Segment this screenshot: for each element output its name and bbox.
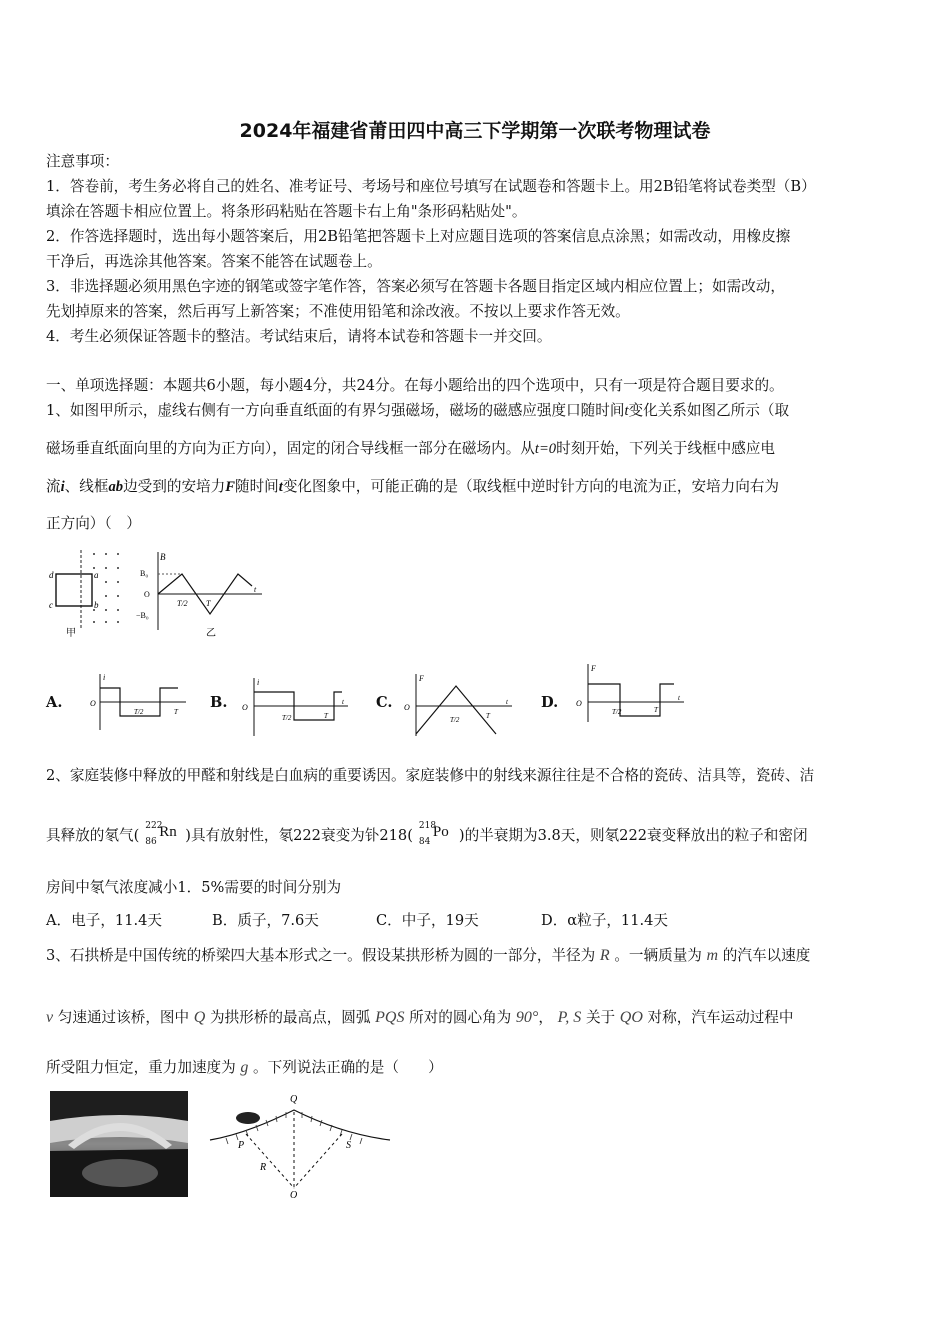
svg-text:t: t	[678, 694, 680, 702]
notice-line: 4．考生必须保证答题卡的整洁。考试结束后，请将本试卷和答题卡一并交回。	[46, 328, 552, 345]
q2-option-b[interactable]: B．质子，7.6天	[212, 912, 319, 929]
svg-text:T: T	[486, 712, 490, 720]
q1-option-b-graph	[240, 676, 350, 738]
label-t: t	[254, 585, 257, 594]
label-O: O	[144, 590, 150, 599]
label-d: d	[49, 570, 54, 580]
notice-line: 干净后，再选涂其他答案。答案不能答在试题卷上。	[46, 253, 382, 270]
svg-text:t: t	[342, 698, 344, 706]
svg-text:O: O	[242, 703, 248, 712]
svg-text:T: T	[174, 708, 178, 716]
label-B: B	[160, 552, 166, 562]
q1-figure-frame-and-field	[46, 548, 266, 640]
label-S: S	[346, 1140, 351, 1151]
q3-line-2: v 匀速通过该桥，图中 Q 为拱形桥的最高点，圆弧 PQS 所对的圆心角为 90°， P, S 关于 QO 对称，汽车运动过程中	[46, 1009, 794, 1026]
q2-line-3: 房间中氡气浓度减小1．5%需要的时间分别为	[46, 879, 342, 896]
label-R: R	[260, 1162, 267, 1173]
svg-text:i: i	[103, 673, 106, 682]
q1-line-3: 流i、线框ab边受到的安培力F随时间t变化图象中，可能正确的是（取线框中逆时针方向的电流为正，安培力向右为	[46, 478, 780, 495]
q1-option-c-graph	[402, 672, 514, 738]
label-b: b	[94, 600, 99, 610]
label-half-T: T/2	[177, 599, 188, 608]
label-yi: 乙	[206, 628, 216, 639]
q1-option-b[interactable]: B.	[210, 694, 228, 711]
notice-line: 填涂在答题卡相应位置上。将条形码粘贴在答题卡右上角"条形码粘贴处"。	[46, 203, 527, 220]
svg-text:F: F	[591, 664, 596, 673]
notice-line: 3．非选择题必须用黑色字迹的钢笔或签字笔作答，答案必须写在答题卡各题目指定区域内相应位置上；如需改动，	[46, 278, 785, 295]
svg-text:O: O	[90, 699, 96, 708]
section-heading: 一、单项选择题：本题共6小题，每小题4分，共24分。在每小题给出的四个选项中，只有一项是符合题目要求的。	[46, 377, 784, 394]
q2-option-a[interactable]: A．电子，11.4天	[46, 912, 163, 929]
q1-option-d[interactable]: D.	[541, 694, 559, 711]
notice-heading: 注意事项：	[46, 153, 119, 170]
svg-text:F: F	[419, 674, 424, 683]
q3-line-1: 3、石拱桥是中国传统的桥梁四大基本形式之一。假设某拱形桥为圆的一部分，半径为 R 。一辆质量为 m 的汽车以速度	[46, 947, 811, 964]
svg-text:T/2: T/2	[134, 708, 144, 716]
svg-text:T: T	[324, 712, 328, 720]
notice-line: 2．作答选择题时，选出每小题答案后，用2B铅笔把答题卡上对应题目选项的答案信息点涂黑；如需改动，用橡皮擦	[46, 228, 791, 245]
label-minus-B0: −B₀	[136, 611, 149, 620]
notice-line: 先划掉原来的答案，然后再写上新答案；不准使用铅笔和涂改液。不按以上要求作答无效。	[46, 303, 630, 320]
label-a: a	[94, 570, 99, 580]
q1-option-c[interactable]: C.	[376, 694, 393, 711]
arch-bridge-diagram	[206, 1090, 396, 1200]
svg-text:T/2: T/2	[612, 708, 622, 716]
svg-text:T: T	[654, 706, 658, 714]
exam-title: 2024年福建省莆田四中高三下学期第一次联考物理试卷	[239, 120, 711, 142]
notice-line: 1．答卷前，考生务必将自己的姓名、准考证号、考场号和座位号填写在试题卷和答题卡上。用2B铅笔将试卷类型（B）	[46, 178, 816, 195]
svg-text:t: t	[506, 698, 508, 706]
q1-line-2: 磁场垂直纸面向里的方向为正方向），固定的闭合导线框一部分在磁场内。从t=0时刻开始，下列关于线框中感应电	[46, 440, 776, 457]
polonium-nuclide: 218 84 Po	[418, 821, 449, 847]
svg-text:i: i	[257, 678, 260, 687]
label-O: O	[290, 1190, 298, 1200]
q2-line-1: 2、家庭装修中释放的甲醛和射线是白血病的重要诱因。家庭装修中的射线来源往往是不合格的瓷砖、洁具等，瓷砖、洁	[46, 767, 815, 784]
q2-option-d[interactable]: D．α粒子，11.4天	[541, 912, 669, 929]
svg-text:O: O	[576, 699, 582, 708]
label-P: P	[238, 1140, 245, 1151]
label-B0: B₀	[140, 569, 149, 578]
label-Q: Q	[290, 1094, 298, 1105]
q1-option-a[interactable]: A.	[46, 694, 63, 711]
svg-text:O: O	[404, 703, 410, 712]
q2-line-2: 具释放的氡气( 222 86 Rn )具有放射性，氡222衰变为钋218( 218 84 Po )的半衰期为3.8天，则氡222衰变释放出的粒子和密闭	[46, 821, 808, 847]
q1-line-4: 正方向）（ ）	[46, 515, 141, 532]
radon-nuclide: 222 86 Rn	[145, 821, 177, 847]
svg-text:T/2: T/2	[282, 714, 292, 722]
svg-text:T/2: T/2	[450, 716, 460, 724]
q1-option-a-graph	[88, 670, 188, 732]
q3-line-3: 所受阻力恒定，重力加速度为 g 。下列说法正确的是（ ）	[46, 1059, 443, 1076]
stone-bridge-photo	[50, 1091, 188, 1197]
label-jia: 甲	[66, 628, 76, 639]
label-T: T	[206, 599, 211, 608]
q1-line-1: 1、如图甲所示，虚线右侧有一方向垂直纸面的有界匀强磁场，磁场的磁感应强度口随时间t变化关系如图乙所示（取	[46, 402, 790, 419]
q1-option-d-graph	[574, 662, 686, 724]
label-c: c	[49, 600, 53, 610]
q2-option-c[interactable]: C．中子，19天	[376, 912, 479, 929]
